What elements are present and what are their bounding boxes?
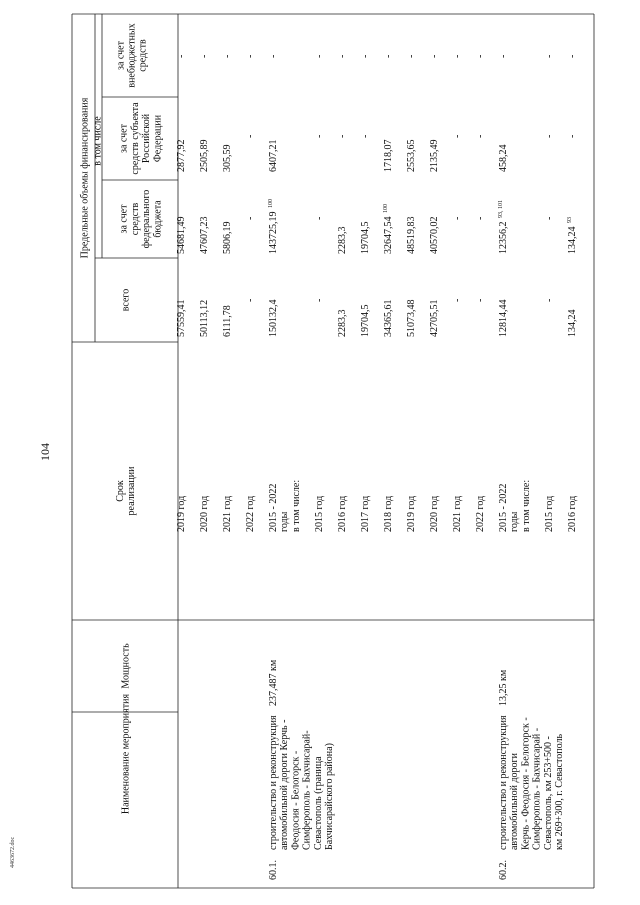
row-term: 2017 год [360, 495, 371, 532]
row-name-line: Симферополь - Бахчисарай - [531, 727, 543, 850]
header-regional-budget: Российской [141, 113, 153, 164]
page-number: 104 [38, 443, 52, 461]
header-extrabudgetary: за счет [115, 41, 127, 70]
row-extrabudgetary: - [429, 54, 440, 58]
row-name-line: Севастополь (граница [312, 756, 324, 850]
header-term: реализации [126, 466, 138, 516]
row-regional: 458,24 [498, 144, 509, 172]
row-regional: - [360, 134, 371, 138]
row-federal: - [452, 216, 463, 220]
row-name-line: Бахчисарайского района) [324, 743, 335, 850]
row-term: в том числе: [521, 479, 532, 532]
header-capacity: Мощность [120, 643, 132, 689]
row-total: 42705,51 [429, 299, 440, 337]
row-total: 150132,4 [268, 299, 279, 337]
row-federal: 19704,5 [360, 221, 371, 254]
row-total: 19704,5 [360, 304, 371, 337]
row-regional: 6407,21 [268, 139, 279, 172]
row-term: 2015 - 2022 [498, 483, 509, 532]
row-name-line: км 269+300, г. Севастополь [554, 733, 565, 850]
row-federal: 2283,3 [337, 226, 348, 254]
row-federal: 48519,83 [406, 216, 417, 254]
header-financing-limits: Предельные объемы финансирования [79, 97, 91, 259]
row-federal: 134,24 [567, 226, 578, 254]
header-regional-budget: Федерации [152, 114, 164, 163]
row-name-line: Феодосия - Белогорск - [290, 750, 302, 850]
row-federal: - [245, 216, 256, 220]
footnote-ref: 100 [383, 204, 389, 213]
header-extrabudgetary: внебюджетных [126, 23, 138, 88]
row-total: 134,24 [567, 309, 578, 337]
row-federal: - [544, 216, 555, 220]
row-regional: 1718,07 [383, 139, 394, 172]
header-federal-budget: средств [129, 202, 141, 236]
row-term: 2021 год [452, 495, 463, 532]
row-name-line: автомобильной дороги [509, 752, 521, 850]
row-regional: - [452, 134, 463, 138]
row-name-line: Севастополь, км 253+500 - [542, 736, 554, 850]
row-regional: - [475, 134, 486, 138]
row-number: 60.1. [268, 860, 279, 880]
row-federal: 143725,19 [268, 211, 279, 254]
row-name-line: строительство и реконструкция [268, 715, 279, 850]
row-total: - [452, 298, 463, 302]
row-regional: - [544, 134, 555, 138]
row-term: 2018 год [383, 495, 394, 532]
row-term: годы [509, 511, 521, 532]
header-extrabudgetary: средств [137, 39, 149, 72]
row-extrabudgetary: - [245, 54, 256, 58]
footnote-ref: 100 [268, 199, 274, 208]
row-regional: 2877,92 [176, 139, 187, 172]
row-federal: 40570,02 [429, 216, 440, 254]
row-term: 2019 год [176, 495, 187, 532]
row-regional: - [567, 134, 578, 138]
row-regional: - [337, 134, 348, 138]
row-federal: 12356,2 [498, 221, 509, 254]
row-extrabudgetary: - [176, 54, 187, 58]
row-federal: - [314, 216, 325, 220]
row-extrabudgetary: - [337, 54, 348, 58]
row-extrabudgetary: - [452, 54, 463, 58]
header-regional-budget: за счет [118, 124, 130, 153]
row-term: 2016 год [567, 495, 578, 532]
row-name-line: Симферополь - Бахчисарай- [301, 730, 313, 850]
row-regional: - [245, 134, 256, 138]
row-total: 51073,48 [406, 299, 417, 337]
row-term: 2015 - 2022 [268, 483, 279, 532]
row-term: в том числе: [291, 479, 302, 532]
header-term: Срок [114, 480, 126, 502]
header-total: всего [120, 288, 132, 312]
header-federal-budget: за счет [118, 204, 130, 234]
row-total: - [544, 298, 555, 302]
row-regional: 2505,89 [199, 139, 210, 172]
row-total: - [245, 298, 256, 302]
row-term: 2021 год [222, 495, 233, 532]
row-extrabudgetary: - [567, 54, 578, 58]
header-including: в том числе [92, 116, 104, 166]
row-extrabudgetary: - [222, 54, 233, 58]
row-extrabudgetary: - [544, 54, 555, 58]
header-federal-budget: бюджета [152, 200, 164, 238]
footnote-ref: 93 [567, 217, 573, 223]
row-term: 2019 год [406, 495, 417, 532]
row-federal: - [475, 216, 486, 220]
row-capacity: 237,487 км [268, 659, 279, 706]
row-number: 60.2. [498, 860, 509, 880]
row-regional: - [314, 134, 325, 138]
document-code: 4463672.doc [10, 836, 16, 868]
header-federal-budget: федерального [141, 189, 153, 249]
row-regional: 305,59 [222, 144, 233, 172]
row-extrabudgetary: - [314, 54, 325, 58]
row-extrabudgetary: - [498, 54, 509, 58]
row-extrabudgetary: - [199, 54, 210, 58]
row-extrabudgetary: - [475, 54, 486, 58]
row-federal: 5806,19 [222, 221, 233, 254]
footnote-ref: 93, 101 [498, 200, 504, 218]
row-name-line: строительство и реконструкция [498, 715, 509, 850]
row-capacity: 13,25 км [498, 669, 509, 706]
row-total: 6111,78 [222, 305, 233, 337]
row-total: 57559,41 [176, 299, 187, 337]
table-text [80, 23, 579, 880]
row-total: 12814,44 [498, 299, 509, 337]
row-term: 2020 год [429, 495, 440, 532]
row-total: 50113,12 [199, 299, 210, 337]
row-total: - [314, 298, 325, 302]
row-regional: 2553,65 [406, 139, 417, 172]
row-name-line: Керчь - Феодосия - Белогорск - [520, 717, 532, 850]
row-federal: 54681,49 [176, 216, 187, 254]
row-term: 2015 год [314, 495, 325, 532]
row-term: 2020 год [199, 495, 210, 532]
row-regional: 2135,49 [429, 139, 440, 172]
row-federal: 32647,54 [383, 216, 394, 254]
row-term: 2016 год [337, 495, 348, 532]
row-term: 2015 год [544, 495, 555, 532]
row-total: - [475, 298, 486, 302]
row-term: годы [279, 511, 291, 532]
header-name: Наименование мероприятия [120, 693, 132, 815]
row-term: 2022 год [475, 495, 486, 532]
row-extrabudgetary: - [268, 54, 279, 58]
row-federal: 47607,23 [199, 216, 210, 254]
row-extrabudgetary: - [383, 54, 394, 58]
header-regional-budget: средств субъекта [129, 102, 141, 175]
row-extrabudgetary: - [360, 54, 371, 58]
row-total: 2283,3 [337, 309, 348, 337]
row-total: 34365,61 [383, 299, 394, 337]
row-term: 2022 год [245, 495, 256, 532]
row-extrabudgetary: - [406, 54, 417, 58]
row-name-line: автомобильной дороги Керчь - [279, 719, 291, 850]
